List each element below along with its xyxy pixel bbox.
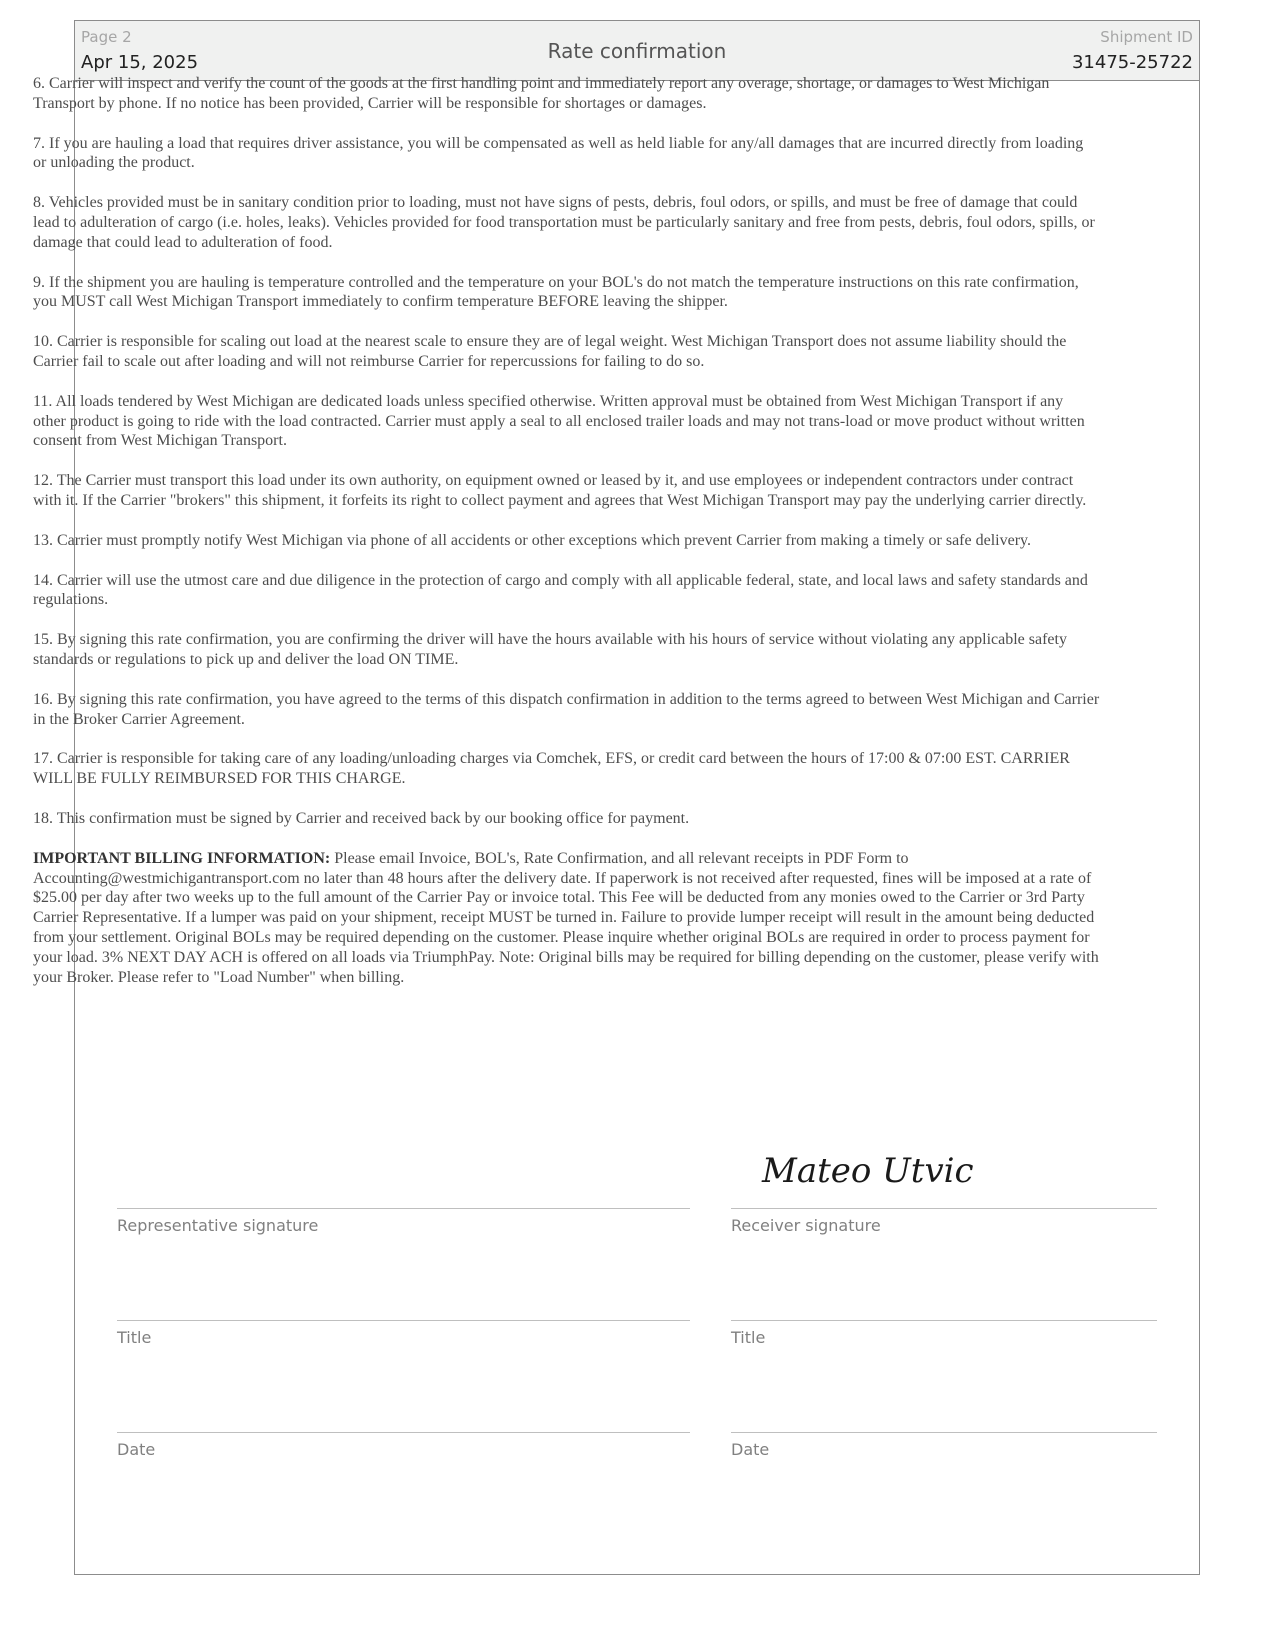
signature-text: Mateo Utvic [762, 1151, 974, 1191]
representative-signature-line[interactable] [117, 1208, 690, 1209]
page-number: Page 2 [81, 28, 132, 46]
term-item: 17. Carrier is responsible for taking care of any loading/unloading charges via Comchek, EFS, or credit card between the hours of 17:00 & 07:00 EST. CARRIER WILL BE FULLY REIMBURSED FOR THIS CHARGE. [33, 750, 1070, 788]
term-item: 9. If the shipment you are hauling is temperature controlled and the temperature on your BOL's do not match the temperature instructions on this rate confirmation, you MUST call West Michigan Transport immediately to confirm temperature BEFORE leaving the shipper. [33, 273, 1079, 311]
term-item: 7. If you are hauling a load that requires driver assistance, you will be compensated as well as held liable for any/all damages that are incurred directly from loading or unloading the product. [33, 134, 1084, 172]
shipment-id-value: 31475-25722 [1071, 52, 1193, 73]
document-date: Apr 15, 2025 [81, 52, 199, 73]
term-item: 14. Carrier will use the utmost care and due diligence in the protection of cargo and comply with all applicable federal, state, and local laws and safety standards and regulations. [33, 571, 1088, 609]
term-item: 8. Vehicles provided must be in sanitary condition prior to loading, must not have signs of pests, debris, foul odors, or spills, and must be free of damage that could lead to adulteration of cargo (i.e. holes, leaks). Vehicles provided for food transportation must be particularly sanitary and free from pests, debris, foul odors, spills, or damage that could lead to adulteration of food. [33, 194, 1095, 251]
term-item: 15. By signing this rate confirmation, you are confirming the driver will have the hours available with his hours of service without violating any applicable safety standards or regulations to pick up and deliver the load ON TIME. [33, 631, 1067, 668]
right-title-line[interactable] [731, 1320, 1157, 1321]
receiver-signature-line[interactable] [731, 1208, 1157, 1209]
left-title-label: Title [117, 1328, 152, 1347]
right-date-label: Date [731, 1440, 770, 1459]
left-title-line[interactable] [117, 1320, 690, 1321]
term-item: 10. Carrier is responsible for scaling out load at the nearest scale to ensure they are of legal weight. West Michigan Transport does not assume liability should the Carrier fail to scale out after loading and will not reimburse Carrier for repercussions for failing to do so. [33, 333, 1067, 370]
left-date-line[interactable] [117, 1432, 690, 1433]
term-item: 18. This confirmation must be signed by Carrier and received back by our booking office for payment. [33, 809, 690, 827]
receiver-signature-label: Receiver signature [731, 1216, 881, 1235]
billing-information-label: IMPORTANT BILLING INFORMATION: [33, 849, 331, 867]
representative-signature-label: Representative signature [117, 1216, 319, 1235]
term-item: 6. Carrier will inspect and verify the count of the goods at the first handling point and immediately report any overage, shortage, or damages to West Michigan Transport by phone. If no notice has been provided, Carrier will be responsible for shortages or damages. [33, 75, 1050, 112]
receiver-handwritten-signature [760, 1144, 990, 1192]
document-header [75, 21, 1199, 81]
right-date-line[interactable] [731, 1432, 1157, 1433]
billing-information-text: Please email Invoice, BOL's, Rate Confirmation, and all relevant receipts in PDF Form to Accounting@westmichigantransport.com no later than 48 hours after the delivery date. If paperwork is not received after requested, fines will be imposed at a rate of $25.00 per day after two weeks up to the full amount of the Carrier Pay or invoice total. This Fee will be deducted from any monies owed to the Carrier or 3rd Party Carrier Representative. If a lumper was paid on your shipment, receipt MUST be turned in. Failure to provide lumper receipt will result in the amount being deducted from your settlement. Original BOLs may be required depending on the customer. Please inquire whether original BOLs are required in order to process payment for your load. 3% NEXT DAY ACH is offered on all loads via TriumphPay. Note: Original bills may be required for billing depending on the customer, please verify with your Broker. Please refer to "Load Number" when billing. [33, 849, 1099, 986]
term-item: 13. Carrier must promptly notify West Michigan via phone of all accidents or other exceptions which prevent Carrier from making a timely or safe delivery. [33, 531, 1031, 549]
right-title-label: Title [731, 1328, 766, 1347]
document-title: Rate confirmation [547, 39, 727, 63]
term-item: 11. All loads tendered by West Michigan are dedicated loads unless specified otherwise. Written approval must be obtained from West Michigan Transport if any other product is going to ride with the load contracted. Carrier must apply a seal to all enclosed trailer loads and may not trans-load or move product without written consent from West Michigan Transport. [33, 392, 1085, 450]
shipment-id-label: Shipment ID [1100, 28, 1193, 46]
billing-information [33, 849, 1100, 988]
terms-section [33, 74, 1100, 1007]
term-item: 16. By signing this rate confirmation, you have agreed to the terms of this dispatch confirmation in addition to the terms agreed to between West Michigan and Carrier in the Broker Carrier Agreement. [33, 690, 1100, 728]
left-date-label: Date [117, 1440, 156, 1459]
term-item: 12. The Carrier must transport this load under its own authority, on equipment owned or leased by it, and use employees or independent contractors under contract with it. If the Carrier "brokers" this shipment, it forfeits its right to collect payment and agrees that West Michigan Transport may pay the underlying carrier directly. [33, 472, 1087, 509]
